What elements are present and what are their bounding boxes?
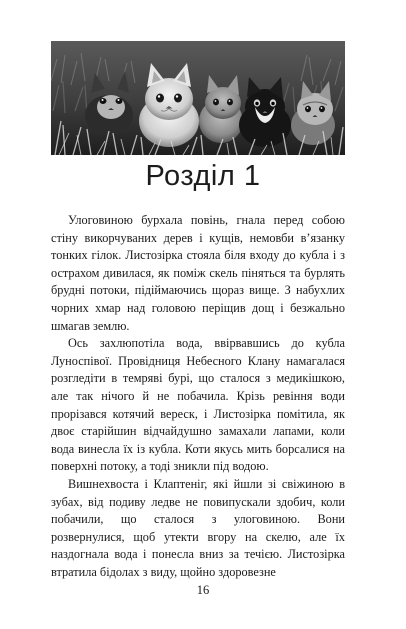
paragraph-3: Вишнехвоста і Клаптеніг, які йшли зі свіжиною в зубах, від подиву ледве не повипускали здобич, коли побачили, що сталося з улоговиною. Вони розвернулися, щоб утекти вгору на скелю, але їх наздогнала вода і понесла вниз за течією. Листозірка втратила бідолах з виду, щойно здоровезне: [51, 476, 345, 579]
kittens-in-grass-icon: [51, 41, 345, 155]
chapter-illustration: [51, 41, 345, 155]
page-number: 16: [196, 583, 210, 597]
paragraph-1: Улоговиною бурхала повінь, гнала перед собою стіну викорчуваних дерев і кущів, немовби в’язанку тонких гілок. Листозірка стояла біля входу до кубла і з острахом дивилася, як поміж скель піняться та бурлять брудні потоки, підіймаючись щораз вище. З набухлих чорних хмар над головою періщив дощ і безжально шмагав землю.: [51, 213, 345, 333]
paragraph-2: Ось захлюпотіла вода, ввірвавшись до кубла Луноспівої. Провідниця Небесного Клану намагалася розгледіти в темряві бурі, що сталося з медикішкою, але так нічого й не побачила. Крізь ревіння води прорізався котячий вереск, і Листозірка помітила, як двоє старійшин відчайдушно замахали лапами, коли вода винесла їх із кубла. Коти якусь мить борсалися на поверхні потоку, а тоді зникли під водою.: [51, 336, 345, 474]
chapter-body: [51, 212, 345, 581]
chapter-title: Розділ 1: [145, 160, 261, 192]
